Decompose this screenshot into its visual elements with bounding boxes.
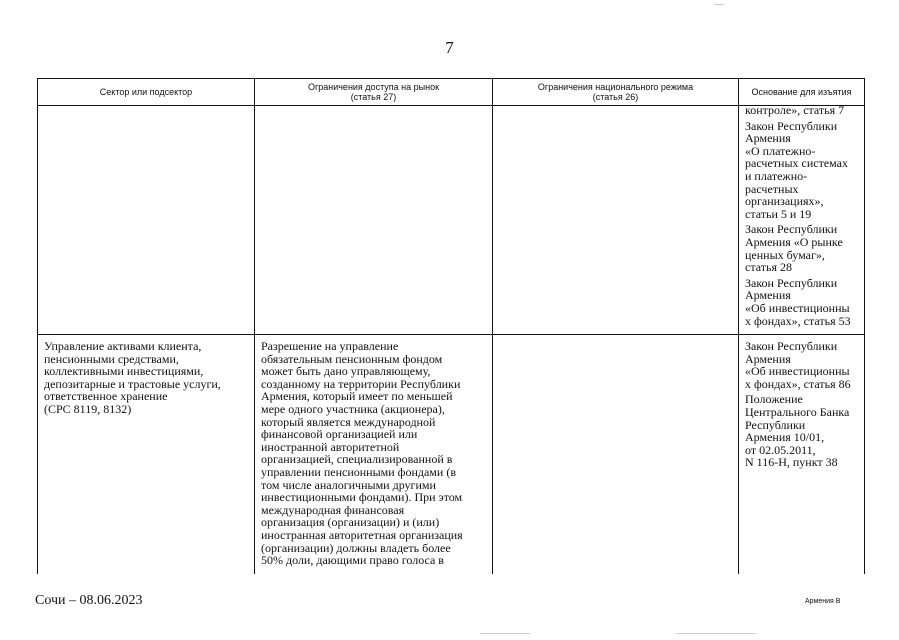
scan-artifact <box>480 633 530 634</box>
header-basis: Основание для изъятия <box>739 79 865 106</box>
header-market-access: Ограничения доступа на рынок (статья 27) <box>255 79 493 106</box>
header-national-treatment: Ограничения национального режима (статья 26) <box>493 79 739 106</box>
cell-market-access <box>255 106 493 335</box>
table-row <box>38 106 865 335</box>
cell-sector <box>38 106 255 335</box>
cell-national-treatment <box>493 335 739 575</box>
basis-reference: Закон Республики Армения «О рынке ценных бумаг», статья 28 <box>745 222 843 275</box>
reservations-table <box>37 78 865 574</box>
table-header-row <box>38 79 865 106</box>
basis-reference: Положение Центрального Банка Республики Армения 10/01, от 02.05.2011, N 116-Н, пункт 38 <box>745 392 850 470</box>
cell-basis <box>739 103 865 335</box>
cell-national-treatment <box>493 106 739 335</box>
basis-reference: Закон Республики Армения «Об инвестиционны х фондах», статья 53 <box>745 275 851 328</box>
cell-basis <box>739 335 865 575</box>
header-sector: Сектор или подсектор <box>38 79 255 106</box>
scan-artifact <box>676 633 756 634</box>
table-row <box>38 335 865 575</box>
basis-reference: Закон Республики Армения «Об инвестиционны х фондах», статья 86 <box>745 339 851 391</box>
footer-place-date: Сочи – 08.06.2023 <box>35 593 143 608</box>
cell-sector: Управление активами клиента, пенсионными средствами, коллективными инвестициями, депозитарные и трастовые услуги, ответственное хранение (CPC 8119, 8132) <box>38 335 255 575</box>
page-number: 7 <box>445 38 454 57</box>
cell-market-access: Разрешение на управление обязательным пенсионным фондом может быть дано управляющему, созданному на территории Республики Армения, который имеет по меньшей мере одного участника (акционера), который является международной финансовой организацией или иностранной авторитетной организацией, специализированной в управлении пенсионными фондами (в том числе аналогичными другими инвестиционными фондами). При этом международная финансовая организация (организации) и (или) иностранная авторитетная организация (организации) должны владеть более 50% доли, дающими право голоса в <box>255 335 493 575</box>
basis-reference: Закон Республики Армения «О платежно- расчетных системах и платежно- расчетных организациях», статьи 5 и 19 <box>745 118 848 221</box>
basis-reference: контроле», статья 7 <box>745 103 845 117</box>
scan-artifact <box>714 4 724 5</box>
footer-document-code: Армения В <box>805 598 841 605</box>
